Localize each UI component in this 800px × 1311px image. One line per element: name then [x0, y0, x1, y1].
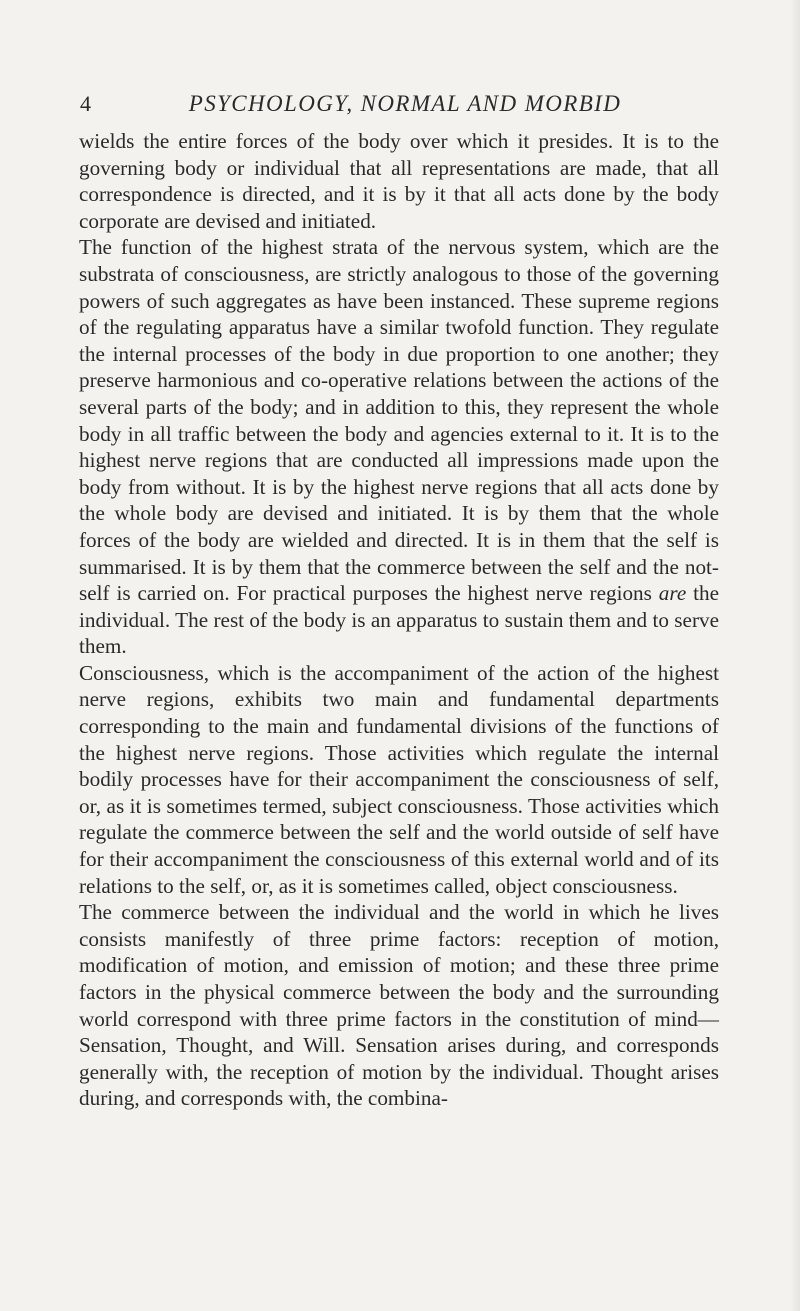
paragraph-text: The function of the highest strata of the nervous system, which are the substrata of consciousness, are strictly analogous to those of the governing powers of such aggregates as have been instanced. These supreme regions of the regulating apparatus have a similar twofold function. They regulate the internal processes of the body in due proportion to one another; they preserve harmonious and co-operative relations between the actions of the several parts of the body; and in addition to this, they represent the whole body in all traffic between the body and agencies external to it. It is to the highest nerve regions that are conducted all impressions made upon the body from without. It is by the highest nerve regions that all acts done by the whole body are devised and initiated. It is by them that the whole forces of the body are wielded and directed. It is in them that the self is summarised. It is by them that the commerce between the self and the not-self is carried on. For practical purposes the highest nerve regions [79, 235, 719, 606]
body-text [79, 128, 719, 1112]
paragraph: Consciousness, which is the accompaniment of the action of the highest nerve regions, exhibits two main and fundamental departments corresponding to the main and fundamental divisions of the functions of the highest nerve regions. Those activities which regulate the internal bodily processes have for their accompaniment the consciousness of self, or, as it is sometimes termed, subject consciousness. Those activities which regulate the commerce between the self and the world outside of self have for their accompaniment the consciousness of this external world and of its relations to the self, or, as it is sometimes called, object consciousness. [79, 660, 719, 898]
running-head: PSYCHOLOGY, NORMAL AND MORBID [188, 91, 622, 116]
paragraph [79, 234, 719, 660]
paragraph: The commerce between the individual and the world in which he lives consists manifestly of three prime factors: reception of motion, modification of motion, and emission of motion; and these three prime factors in the physical commerce between the body and the surrounding world correspond with three prime factors in the constitution of mind—Sensation, Thought, and Will. Sensation arises during, and corresponds generally with, the reception of motion by the individual. Thought arises during, and corresponds with, the combina- [79, 900, 719, 1111]
emphasis-text: are [658, 581, 687, 606]
page-header [80, 89, 730, 119]
paragraph: wields the entire forces of the body over which it presides. It is to the governing body or individual that all representations are made, that all correspondence is directed, and it is by it that all acts done by the body corporate are devised and initiated. [79, 129, 719, 233]
page-number: 4 [80, 91, 91, 116]
page-edge-shadow [790, 0, 800, 1311]
paragraph-text: the individual. The rest of the body is an apparatus to sustain them and to serve them. [79, 581, 719, 659]
